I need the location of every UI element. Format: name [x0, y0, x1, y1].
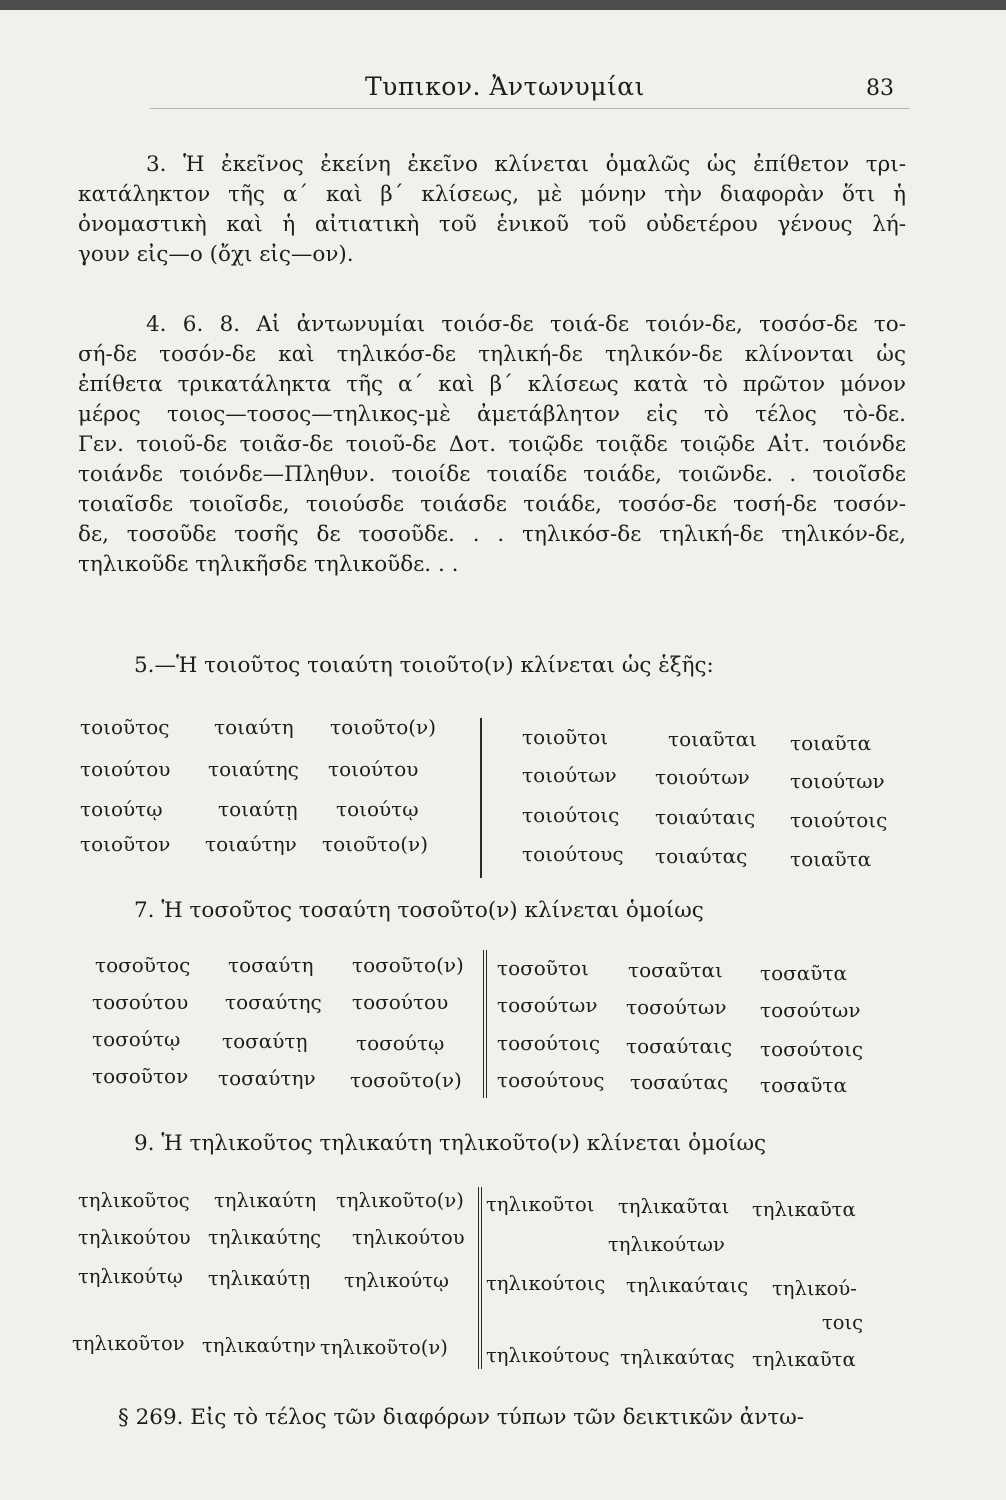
table-cell: τοσαύτη — [228, 953, 314, 977]
table-cell: τοιούτοις — [790, 808, 888, 832]
table-cell: τοσαύτης — [225, 990, 322, 1014]
header-rule — [150, 108, 910, 109]
table-cell: τηλικοῦτον — [72, 1332, 185, 1355]
table-cell: τοιούτων — [522, 763, 617, 787]
table-cell: τοιούτοις — [522, 803, 620, 827]
table-cell: τηλικαῦται — [618, 1195, 730, 1218]
table-cell: τοσοῦτο(ν) — [350, 1068, 462, 1092]
table-cell: τοσούτους — [497, 1068, 605, 1092]
table-cell: τηλικούτων — [608, 1233, 725, 1256]
table-cell: τοιαύτῃ — [218, 797, 298, 821]
section-7-heading: 7. Ἡ τοσοῦτος τοσαύτη τοσοῦτο(ν) κλίνεται ὁμοίως — [134, 898, 704, 923]
table-cell: τοιαύτας — [655, 844, 748, 868]
table-cell: τοσαῦται — [628, 958, 723, 982]
table-cell: τοιούτου — [80, 757, 171, 781]
table-cell: τηλικαύταις — [626, 1274, 749, 1297]
table-cell: τηλικαῦτα — [752, 1198, 856, 1221]
table-cell: τοσοῦτο(ν) — [352, 953, 464, 977]
page-title: Τυπικον. Ἀντωνυμίαι — [365, 72, 645, 101]
text-line: γουν εἰς—ο (ὄχι εἰς—ον). — [78, 242, 354, 267]
table-cell: τοιαύτη — [214, 715, 294, 739]
table-cell: τοσαύτῃ — [222, 1029, 308, 1053]
text-line: τοιαῖσδε τοιοῖσδε, τοιούσδε τοιάσδε τοιάδε, τοσόσ-δε τοσή-δε τοσόν- — [78, 492, 906, 517]
text-line: τηλικοῦδε τηλικῆσδε τηλικοῦδε. . . — [78, 552, 459, 577]
table-cell: τηλικοῦτοι — [486, 1193, 595, 1216]
table-cell: τηλικαῦτα — [752, 1348, 856, 1371]
table-cell: τηλικούτου — [352, 1226, 465, 1249]
table-cell: τοιούτων — [790, 769, 885, 793]
table-cell: τηλικαύτη — [214, 1189, 317, 1212]
section-9-heading: 9. Ἡ τηλικοῦτος τηλικαύτη τηλικοῦτο(ν) κλίνεται ὁμοίως — [134, 1131, 767, 1156]
table-cell: τηλικούτῳ — [344, 1269, 449, 1292]
table-cell: τοσούτων — [626, 995, 727, 1019]
text-line: ἐπίθετα τρικατάληκτα τῆς α΄ καὶ β΄ κλίσεως κατὰ τὸ πρῶτον μόνον — [78, 372, 906, 397]
text-line: 4. 6. 8. Αἱ ἀντωνυμίαι τοιόσ-δε τοιά-δε τοιόν-δε, τοσόσ-δε το- — [146, 312, 906, 337]
table-cell: τηλικού- — [772, 1277, 857, 1300]
table-cell: τοιοῦτοι — [522, 725, 609, 749]
table-cell: τοιαύτης — [208, 757, 299, 781]
running-header — [0, 72, 1006, 108]
table-cell: τοις — [822, 1311, 864, 1334]
table-cell: τηλικαύτην — [202, 1334, 317, 1357]
table-cell: τοιούτου — [328, 757, 419, 781]
table-cell: τοιαύτην — [205, 832, 297, 856]
table-cell: τοσούτῳ — [356, 1031, 445, 1055]
table-cell: τοσαῦτα — [760, 1073, 847, 1097]
table-cell: τοιαῦτα — [790, 731, 872, 755]
table-cell: τοιαῦτα — [790, 847, 872, 871]
table-cell: τηλικαύτης — [208, 1226, 322, 1249]
table-cell: τηλικαύτῃ — [208, 1267, 311, 1290]
table-divider — [478, 1187, 482, 1369]
table-cell: τηλικοῦτο(ν) — [336, 1189, 464, 1212]
text-line: ὀνομαστικὴ καὶ ἡ αἰτιατικὴ τοῦ ἑνικοῦ τοῦ οὐδετέρου γένους λή- — [78, 212, 906, 237]
table-cell: τοιούτους — [522, 842, 624, 866]
table-cell: τοσοῦτος — [95, 953, 191, 977]
table-cell: τοιούτων — [655, 765, 750, 789]
paragraph-3 — [78, 150, 906, 270]
table-cell: τοιοῦτο(ν) — [330, 715, 437, 739]
table-cell: τοσούτῳ — [92, 1027, 181, 1051]
table-cell: τοιούτῳ — [80, 797, 163, 821]
table-cell: τοσοῦτοι — [497, 956, 589, 980]
table-divider — [483, 950, 487, 1098]
table-cell: τοσούτου — [352, 990, 449, 1014]
section-5-heading: 5.—Ἡ τοιοῦτος τοιαύτη τοιοῦτο(ν) κλίνεται ὡς ἑξῆς: — [134, 653, 714, 678]
page-number: 83 — [866, 76, 894, 101]
table-cell: τηλικούτῳ — [78, 1265, 183, 1288]
table-cell: τοιοῦτος — [80, 715, 170, 739]
table-cell: τοιαύταις — [655, 805, 756, 829]
table-cell: τοσούτοις — [497, 1031, 601, 1055]
table-cell: τοσούτων — [497, 993, 598, 1017]
table-cell: τοιούτῳ — [336, 797, 419, 821]
table-cell: τοσαύτας — [630, 1070, 729, 1094]
table-cell: τοιοῦτο(ν) — [322, 832, 429, 856]
table-cell: τοσοῦτον — [92, 1064, 189, 1088]
table-divider — [480, 718, 482, 878]
table-cell: τηλικοῦτος — [78, 1189, 190, 1212]
table-cell: τηλικούτους — [486, 1344, 610, 1367]
text-line: κατάληκτον τῆς α΄ καὶ β΄ κλίσεως, μὲ μόνην τὴν διαφορὰν ὅτι ἡ — [78, 182, 906, 207]
text-line: μέρος τοιος—τοσος—τηλικος-μὲ ἀμετάβλητον εἰς τὸ τέλος τὸ-δε. — [78, 402, 906, 427]
table-cell: τοσαῦτα — [760, 961, 847, 985]
text-line: δε, τοσοῦδε τοσῆς δε τοσοῦδε. . . τηλικόσ-δε τηλική-δε τηλικόν-δε, — [78, 522, 906, 547]
table-cell: τοιαῦται — [668, 727, 758, 751]
table-cell: τοσαύτην — [218, 1066, 316, 1090]
scan-top-edge — [0, 0, 1006, 10]
table-cell: τηλικούτοις — [486, 1272, 606, 1295]
table-cell: τοιοῦτον — [80, 832, 171, 856]
table-cell: τηλικούτου — [78, 1226, 191, 1249]
table-cell: τοσαύταις — [626, 1034, 733, 1058]
text-line: Γεν. τοιοῦ-δε τοιᾶσ-δε τοιοῦ-δε Δοτ. τοιῷδε τοιᾷδε τοιῷδε Αἰτ. τοιόνδε — [78, 432, 906, 457]
paragraph-4-6-8 — [78, 310, 906, 580]
table-cell: τηλικοῦτο(ν) — [320, 1336, 448, 1359]
text-line: τοιάνδε τοιόνδε—Πληθυν. τοιοίδε τοιαίδε τοιάδε, τοιῶνδε. . τοιοῖσδε — [78, 462, 906, 487]
text-line: 3. Ἡ ἐκεῖνος ἐκείνη ἐκεῖνο κλίνεται ὁμαλῶς ὡς ἐπίθετον τρι- — [146, 152, 906, 177]
section-269-opening: § 269. Εἰς τὸ τέλος τῶν διαφόρων τύπων τῶν δεικτικῶν ἀντω- — [118, 1405, 805, 1430]
table-cell: τοσούτων — [760, 998, 861, 1022]
table-cell: τοσούτοις — [760, 1037, 864, 1061]
table-cell: τοσούτου — [92, 990, 189, 1014]
table-cell: τηλικαύτας — [620, 1346, 735, 1369]
text-line: σή-δε τοσόν-δε καὶ τηλικόσ-δε τηλική-δε τηλικόν-δε κλίνονται ὡς — [78, 342, 906, 367]
